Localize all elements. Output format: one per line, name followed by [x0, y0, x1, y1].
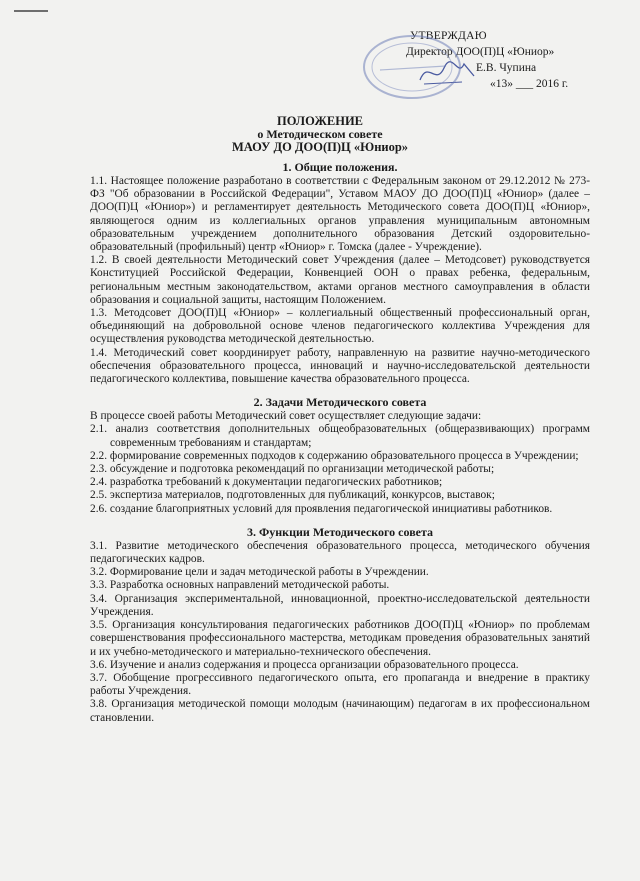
paragraph: 3.6. Изучение и анализ содержания и процесса организации образовательного процесса.: [90, 658, 519, 671]
section-heading: 1. Общие положения.: [282, 160, 398, 174]
list-item: 2.4. разработка требований к документации педагогических работников;: [90, 476, 443, 489]
list-item: 2.5. экспертиза материалов, подготовленных для публикаций, конкурсов, выставок;: [90, 489, 495, 502]
approval-date: «13» ___ 2016 г.: [490, 78, 569, 90]
scan-edge-mark: [14, 10, 48, 12]
section-heading: 2. Задачи Методического совета: [253, 395, 427, 410]
paragraph: В процессе своей работы Методический совет осуществляет следующие задачи:: [90, 410, 482, 423]
paragraph: 3.8. Организация методической помощи молодым (начинающим) педагогам в их профессиональном становлении.: [90, 698, 590, 724]
document-organization: МАОУ ДО ДОО(П)Ц «Юниор»: [231, 140, 409, 154]
seal-stamp-icon: [360, 32, 465, 102]
paragraph: 1.1. Настоящее положение разработано в соответствии с Федеральным законом от 29.12.2012 № 273-ФЗ "Об образовании в Российской Федерации", Уставом МАОУ ДО ДОО(П)Ц «Юниор» (далее – ДОО(П)Ц «Юниор») и регламентирует деятельность Методического совета ДОО(П)Ц «Юниор», являющегося одним из коллегиальных органов управления муниципальным автономным образовательным учреждением дополнительного образования Детский оздоровительно-образовательный (профильный) центр «Юниор» г. Томска (далее - Учреждение).: [90, 175, 590, 254]
approval-signatory: Е.В. Чупина: [476, 62, 537, 74]
paragraph: 1.2. В своей деятельности Методический совет Учреждения (далее – Методсовет) руководствуется Конституцией Российской Федерации, Конвенцией ООН о правах ребенка, федеральным, региональным местным законодательством, актами органов местного самоуправления в области образования и социальной защиты, настоящим Положением.: [90, 254, 590, 306]
document-subtitle: о Методическом совете: [257, 127, 383, 141]
paragraph: 1.3. Методсовет ДОО(П)Ц «Юниор» – коллегиальный общественный профессиональный орган, объединяющий на добровольной основе членов педагогического коллектива Учреждения для осуществления руководства методической деятельностью.: [90, 307, 590, 346]
paragraph: 3.2. Формирование цели и задач методической работы в Учреждении.: [90, 566, 429, 579]
list-item: 2.1. анализ соответствия дополнительных общеобразовательных (общеразвивающих) программ современным требованиям и стандартам;: [90, 423, 590, 449]
paragraph: 3.5. Организация консультирования педагогических работников ДОО(П)Ц «Юниор» по проблемам совершенствования профессионального мастерства, методикам проведения образовательных занятий и их учебно-методического и материально-технического обеспечения.: [90, 619, 590, 658]
list-item: 2.3. обсуждение и подготовка рекомендаций по организации методической работы;: [90, 463, 495, 476]
document-title: ПОЛОЖЕНИЕ: [276, 114, 364, 128]
paragraph: 1.4. Методический совет координирует работу, направленную на развитие научно-методического обеспечения образовательного процесса, инноваций и научно-исследовательской деятельности педагогического коллектива, повышение качества образовательного процесса.: [90, 346, 590, 386]
paragraph: 3.7. Обобщение прогрессивного педагогического опыта, его пропаганда и внедрение в практику работы Учреждения.: [90, 671, 590, 698]
paragraph: 3.1. Развитие методического обеспечения образовательного процесса, методического обучения педагогических кадров.: [90, 539, 590, 566]
list-item: 2.2. формирование современных подходов к содержанию образовательного процесса в Учреждении;: [90, 449, 579, 462]
document-body: [90, 160, 590, 725]
paragraph: 3.4. Организация экспериментальной, инновационной, проектно-исследовательской деятельности Учреждения.: [90, 592, 590, 618]
approval-position: Директор ДОО(П)Ц «Юниор»: [406, 46, 555, 58]
approval-title: УТВЕРЖДАЮ: [410, 30, 487, 42]
list-item: 2.6. создание благоприятных условий для проявления педагогической инициативы работников.: [90, 502, 553, 515]
paragraph: 3.3. Разработка основных направлений методической работы.: [90, 579, 390, 592]
section-heading: 3. Функции Методического совета: [246, 524, 434, 539]
